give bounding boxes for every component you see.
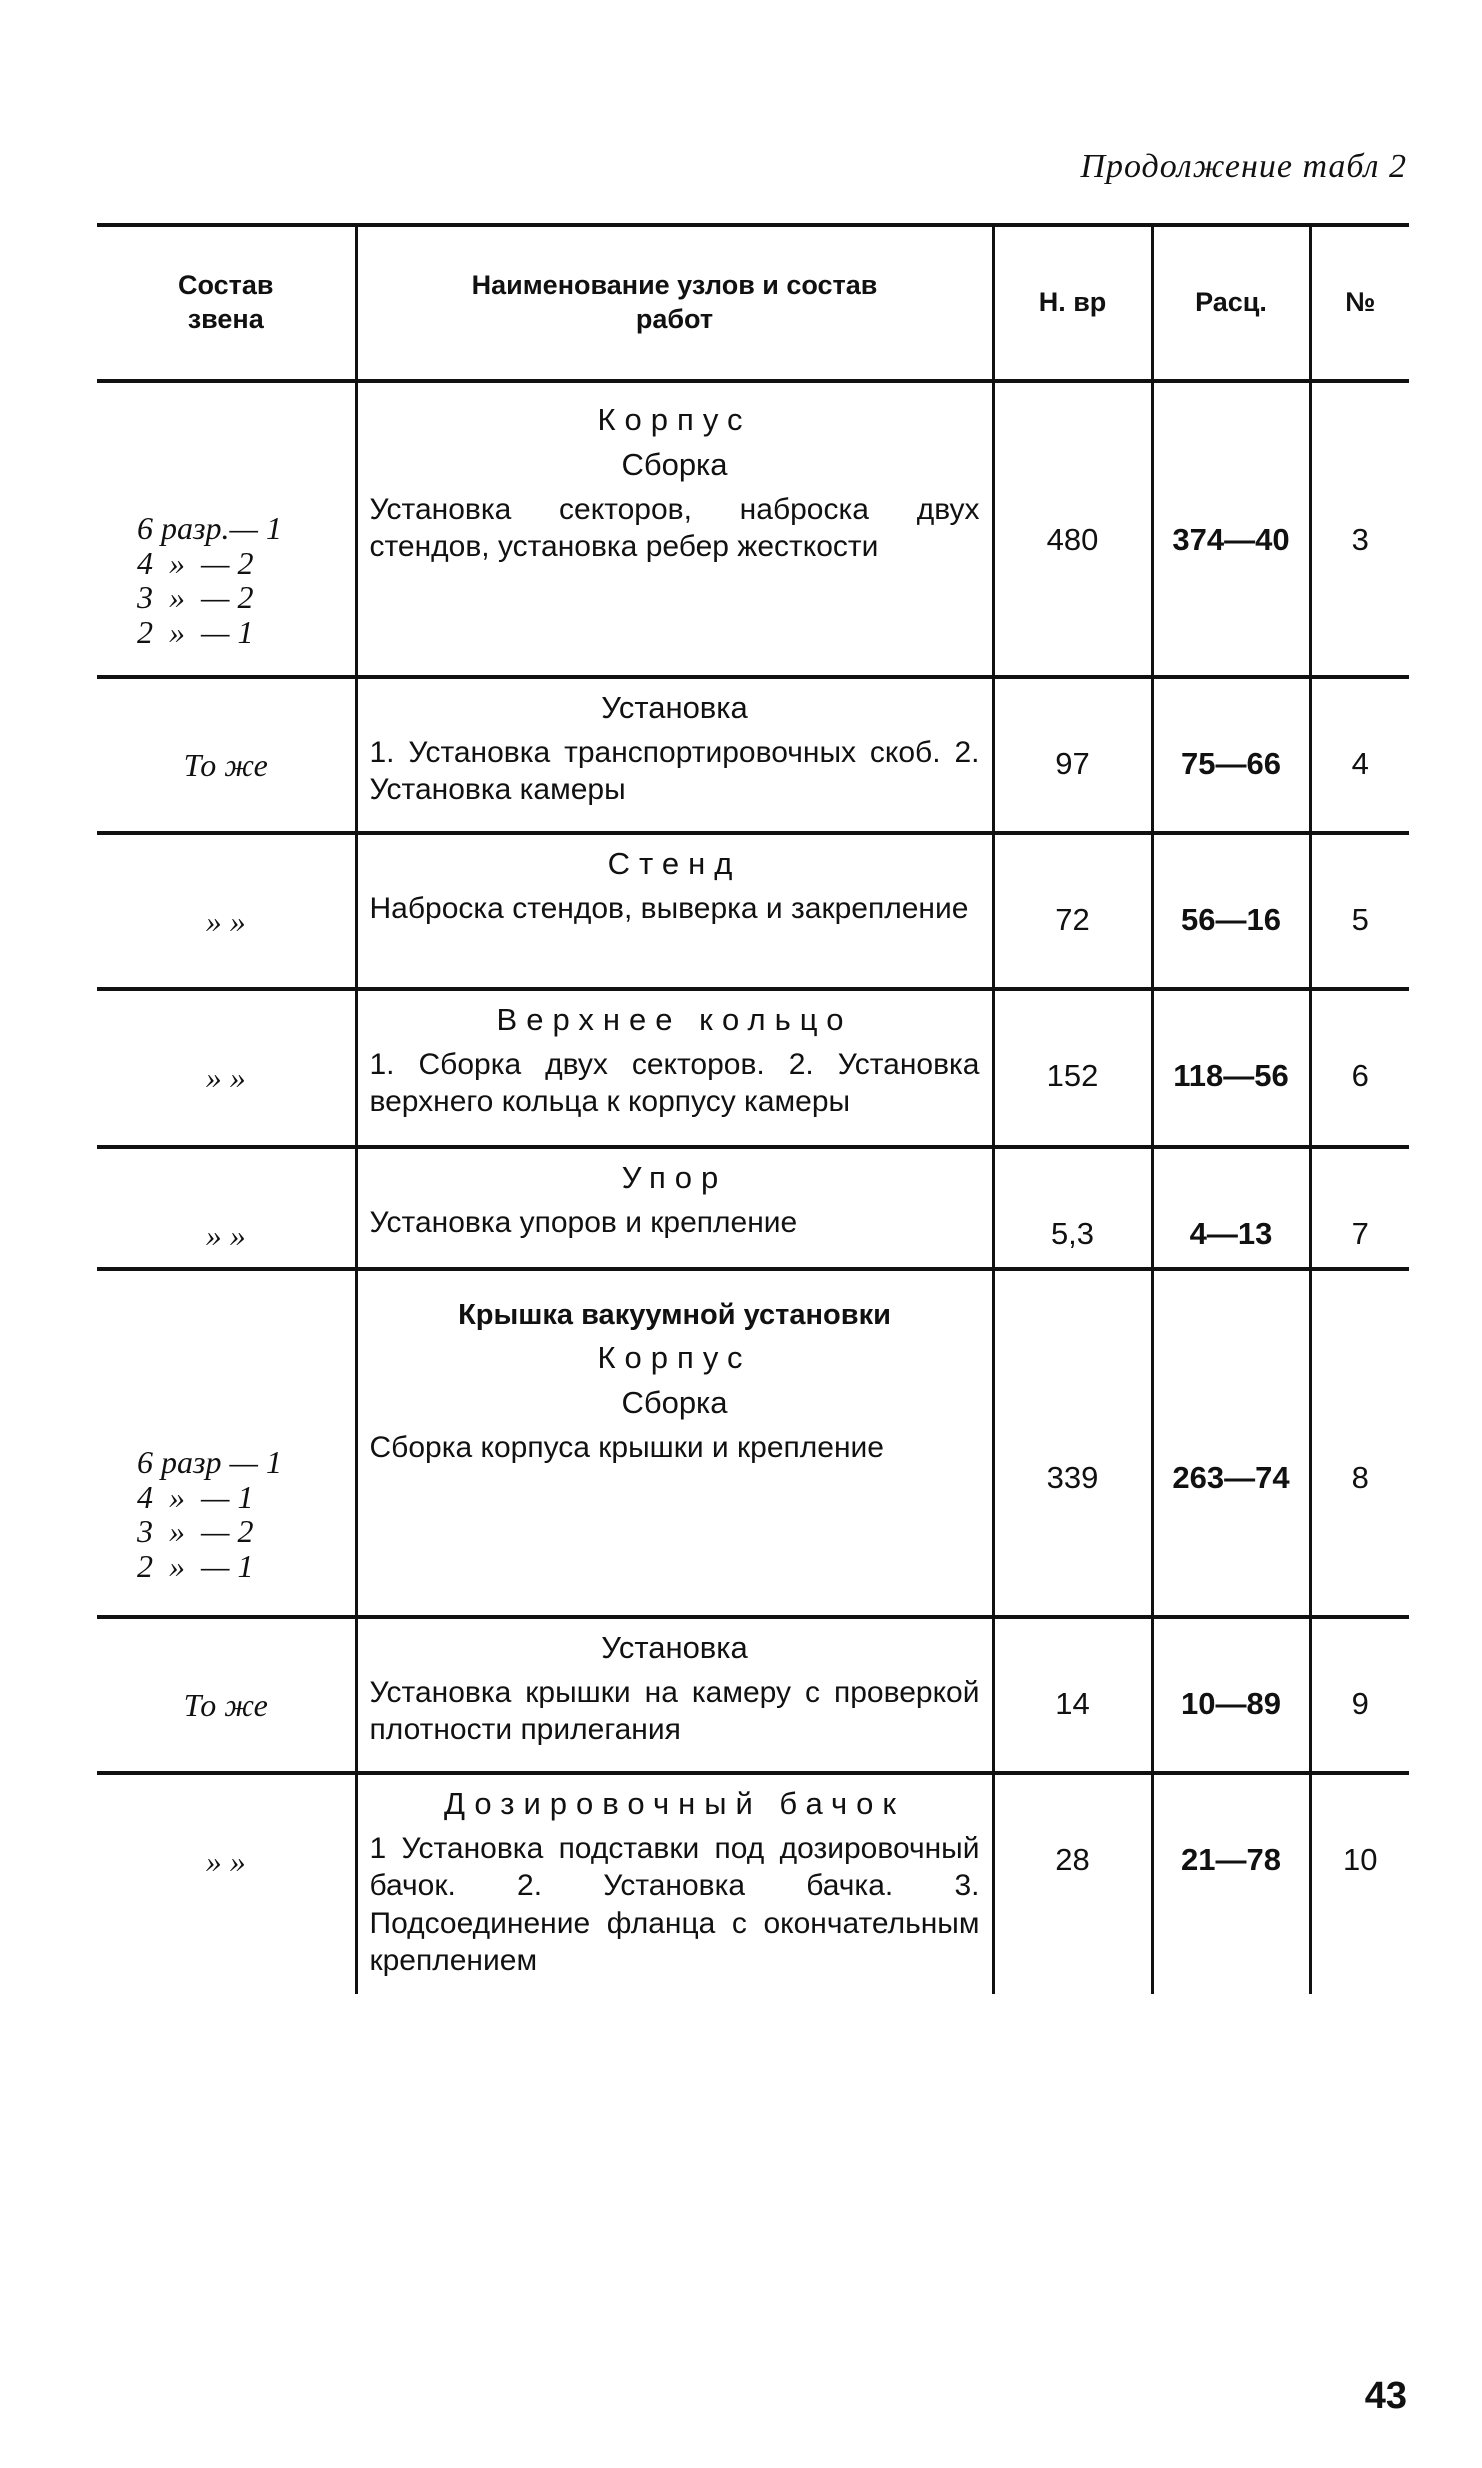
table-row bbox=[97, 677, 1409, 833]
header-composition: Состав звена bbox=[97, 225, 356, 381]
work-description-cell bbox=[356, 989, 993, 1147]
table-continuation-label: Продолжение табл 2 bbox=[1080, 148, 1407, 185]
unit-heading: Дозировочный бачок bbox=[444, 1786, 905, 1821]
crew-composition: То же bbox=[97, 1617, 356, 1773]
rate: 56—16 bbox=[1152, 833, 1310, 989]
crew-line: 6 разр.— 1 bbox=[137, 510, 282, 546]
crew-line: 4 » — 1 bbox=[137, 1478, 254, 1515]
page-number: 43 bbox=[1364, 2375, 1407, 2417]
crew-composition: » » bbox=[97, 1147, 356, 1269]
unit-heading: Корпус bbox=[597, 1340, 752, 1376]
work-description-cell bbox=[356, 1773, 993, 1994]
work-description: Сборка корпуса крышки и крепление bbox=[369, 1430, 884, 1464]
unit-heading: Стенд bbox=[607, 846, 742, 881]
work-description-cell bbox=[356, 1617, 993, 1773]
item-number: 3 bbox=[1310, 381, 1409, 677]
crew-composition: » » bbox=[97, 989, 356, 1147]
crew-line: 2 » — 1 bbox=[137, 613, 254, 650]
crew-line: 3 » — 2 bbox=[137, 579, 254, 616]
time-norm: 14 bbox=[993, 1617, 1152, 1773]
time-norm: 339 bbox=[993, 1269, 1152, 1617]
time-norm: 152 bbox=[993, 989, 1152, 1147]
table-row bbox=[97, 1773, 1409, 1994]
table-row bbox=[97, 1269, 1409, 1617]
work-description-cell bbox=[356, 833, 993, 989]
rate: 75—66 bbox=[1152, 677, 1310, 833]
operation-heading: Установка bbox=[601, 690, 748, 725]
work-norms-table bbox=[97, 223, 1409, 1994]
header-time-norm: Н. вр bbox=[993, 225, 1152, 381]
work-description: Установка секторов, наброска двух стендов, установка ребер жесткости bbox=[369, 492, 980, 563]
item-number: 10 bbox=[1310, 1773, 1409, 1994]
unit-heading: Упор bbox=[621, 1160, 728, 1195]
rate: 21—78 bbox=[1152, 1773, 1310, 1994]
time-norm: 28 bbox=[993, 1773, 1152, 1994]
table-header-row bbox=[97, 225, 1409, 381]
crew-composition: То же bbox=[97, 677, 356, 833]
item-number: 7 bbox=[1310, 1147, 1409, 1269]
header-work-name: Наименование узлов и состав работ bbox=[356, 225, 993, 381]
rate: 118—56 bbox=[1152, 989, 1310, 1147]
operation-heading: Сборка bbox=[621, 1385, 728, 1420]
crew-composition bbox=[97, 381, 356, 677]
item-number: 8 bbox=[1310, 1269, 1409, 1617]
rate: 4—13 bbox=[1152, 1147, 1310, 1269]
work-description: 1. Сборка двух секторов. 2. Установка верхнего кольца к корпусу камеры bbox=[369, 1047, 980, 1119]
crew-composition bbox=[97, 1269, 356, 1617]
unit-heading: Корпус bbox=[597, 402, 752, 437]
time-norm: 5,3 bbox=[993, 1147, 1152, 1269]
crew-line: 3 » — 2 bbox=[137, 1513, 254, 1550]
work-description: Наброска стендов, выверка и закрепление bbox=[369, 891, 969, 925]
crew-composition: » » bbox=[97, 1773, 356, 1994]
work-description: 1. Установка транспортировочных скоб. 2. Установка камеры bbox=[369, 735, 980, 807]
rate: 263—74 bbox=[1152, 1269, 1310, 1617]
crew-composition: » » bbox=[97, 833, 356, 989]
crew-line: 2 » — 1 bbox=[137, 1547, 254, 1584]
header-number: № bbox=[1310, 225, 1409, 381]
header-rate: Расц. bbox=[1152, 225, 1310, 381]
rate: 374—40 bbox=[1152, 381, 1310, 677]
work-description: Установка упоров и крепление bbox=[369, 1205, 798, 1239]
time-norm: 72 bbox=[993, 833, 1152, 989]
table-row bbox=[97, 989, 1409, 1147]
crew-line: 6 разр — 1 bbox=[137, 1444, 282, 1480]
table-row bbox=[97, 1617, 1409, 1773]
work-description-cell bbox=[356, 1147, 993, 1269]
operation-heading: Установка bbox=[601, 1630, 748, 1665]
work-description: Установка крышки на камеру с проверкой плотности прилегания bbox=[369, 1675, 980, 1747]
item-number: 6 bbox=[1310, 989, 1409, 1147]
unit-heading: Верхнее кольцо bbox=[496, 1002, 853, 1037]
work-description-cell bbox=[356, 677, 993, 833]
work-description-cell bbox=[356, 1269, 993, 1617]
work-description-cell bbox=[356, 381, 993, 677]
operation-heading: Сборка bbox=[621, 446, 728, 482]
time-norm: 480 bbox=[993, 381, 1152, 677]
rate: 10—89 bbox=[1152, 1617, 1310, 1773]
crew-line: 4 » — 2 bbox=[137, 544, 254, 581]
time-norm: 97 bbox=[993, 677, 1152, 833]
item-number: 4 bbox=[1310, 677, 1409, 833]
item-number: 9 bbox=[1310, 1617, 1409, 1773]
table-row bbox=[97, 833, 1409, 989]
item-number: 5 bbox=[1310, 833, 1409, 989]
work-description: 1 Установка подставки под дозировочный бачок. 2. Установка бачка. 3. Подсоединение фланца с окончательным креплением bbox=[369, 1831, 980, 1978]
section-title: Крышка вакуумной установки bbox=[458, 1299, 891, 1331]
table-row bbox=[97, 381, 1409, 677]
table-row bbox=[97, 1147, 1409, 1269]
